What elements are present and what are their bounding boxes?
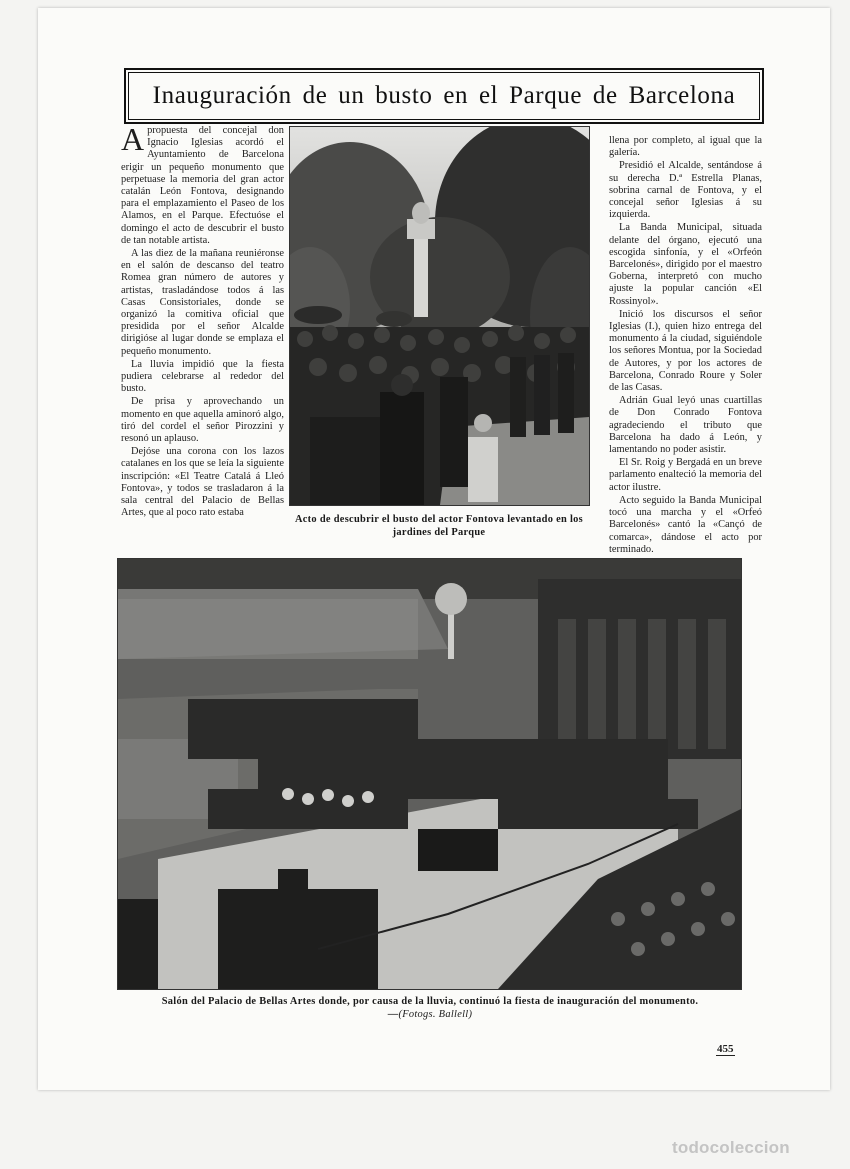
paragraph: Presidió el Alcalde, sentándose á su derecha D.ª Estrella Planas, sobrina carnal de Fontova, y el concejal señor Iglesias á su izquierda. <box>609 160 762 221</box>
photo-fine-arts-hall <box>117 558 742 990</box>
paragraph: A las diez de la mañana reuniéronse en el salón de descanso del teatro Romea gran número de autores y artistas, trasladándose todos á las Casas Consistoriales, donde se organizó la comitiva oficial que presidida por el señor Alcalde dirigióse al lugar donde se emplaza el pequeño monumento. <box>121 248 284 357</box>
paragraph: llena por completo, al igual que la galería. <box>609 135 762 159</box>
paragraph: Dejóse una corona con los lazos catalanes en los que se leía la siguiente inscripción: «El Teatre Catalá á Lleó Fontova», y todos se trasladaron á la sala central del Palacio de Bellas Artes, que al poco rato estaba <box>121 446 284 519</box>
paragraph: Apropuesta del concejal don Ignacio Iglesias acordó el Ayuntamiento de Barcelona erigir un pequeño monumento que perpetuase la memoria del gran actor catalán León Fontova, designando para el emplazamiento el Paseo de los Alamos, en el Parque. Efectuóse el domingo el acto de descubrir el busto de tan notable artista. <box>121 121 284 246</box>
paragraph: La lluvia impidió que la fiesta pudiera celebrarse al rededor del busto. <box>121 358 284 395</box>
photo-bust-unveiling <box>289 126 590 506</box>
text-column-right <box>609 135 762 557</box>
paragraph: El Sr. Roig y Bergadá en un breve parlamento enalteció la memoria del actor ilustre. <box>609 457 762 493</box>
watermark: todocoleccion <box>672 1138 790 1157</box>
photo-caption-top: Acto de descubrir el busto del actor Fontova levantado en los jardines del Parque <box>294 514 584 538</box>
paragraph: Adrián Gual leyó unas cuartillas de Don Conrado Fontova agradeciendo el tributo que Barcelona ha dado á León, y lamentando no poder asistir. <box>609 395 762 456</box>
photo-credit: (Fotogs. Ballell) <box>398 1009 473 1020</box>
drop-cap: A <box>121 121 145 157</box>
paragraph: La Banda Municipal, situada delante del órgano, ejecutó una escogida sinfonía, y el «Orfeón Barcelonés», dirigido por el maestro Goberna, interpretó con mucho ajuste la popular canción «El Rossinyol». <box>609 222 762 307</box>
hall-ceremony-photo <box>118 559 741 989</box>
paragraph: Inició los discursos el señor Iglesias (I.), quien hizo entrega del monumento á la ciudad, siguiéndole los señores Montua, por la Sociedad de Autores, y por los actores de Barcelona, Conrado Roure y Soler de las Casas. <box>609 308 762 394</box>
paragraph: De prisa y aprovechando un momento en que aquella aminoró algo, tiró del cordel el señor Pirozzini y resonó un aplauso. <box>121 396 284 445</box>
photo-caption-bottom: Salón del Palacio de Bellas Artes donde, por causa de la lluvia, continuó la fiesta de inauguración del monumento.—(Fotogs. Ballell) <box>161 996 699 1020</box>
paragraph: Acto seguido la Banda Municipal tocó una marcha y el «Orfeó Barcelonés» cantó la «Cançó de comarca», dándose el acto por terminado. <box>609 494 762 555</box>
park-crowd-photo <box>290 127 589 505</box>
article-title: Inauguración de un busto en el Parque de Barcelona <box>152 82 736 109</box>
article-title-frame <box>124 68 764 124</box>
text-column-left <box>121 121 284 521</box>
page-number: 455 <box>717 1043 734 1055</box>
